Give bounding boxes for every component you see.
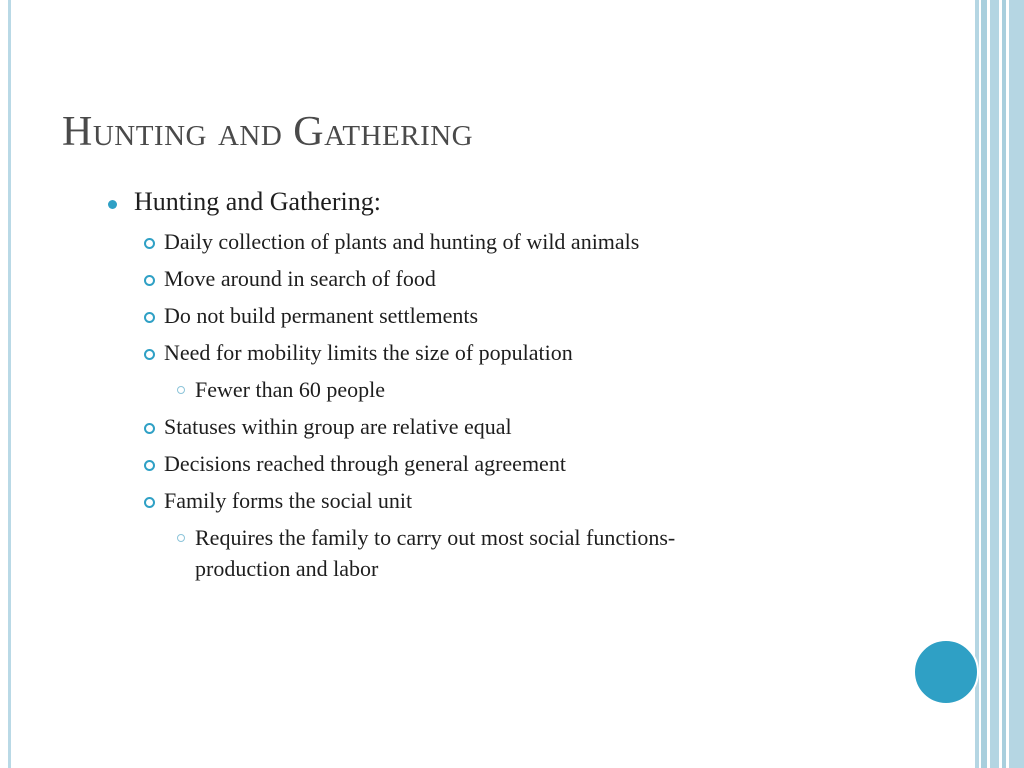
bullet-item: Hunting and Gathering: bbox=[134, 187, 381, 216]
slide-title: Hunting and Gathering bbox=[62, 109, 474, 155]
right-stripe bbox=[981, 0, 987, 768]
right-stripe bbox=[1002, 0, 1006, 768]
bullet-item: Family forms the social unit bbox=[164, 488, 413, 513]
bullet-marker-icon bbox=[144, 238, 155, 249]
bullet-marker-icon bbox=[144, 423, 155, 434]
right-stripe bbox=[990, 0, 999, 768]
bullet-marker-icon bbox=[144, 460, 155, 471]
sub-bullet-marker-icon bbox=[177, 386, 185, 394]
decorative-circle bbox=[913, 639, 979, 705]
bullet-marker-icon bbox=[144, 312, 155, 323]
left-frame-line bbox=[8, 0, 11, 768]
sub-bullet-marker-icon bbox=[177, 534, 185, 542]
bullet-item: Do not build permanent settlements bbox=[164, 303, 479, 328]
bullet-item: Statuses within group are relative equal bbox=[164, 414, 512, 439]
bullet-item: Need for mobility limits the size of population bbox=[164, 340, 573, 365]
bullet-item: Move around in search of food bbox=[164, 266, 436, 291]
bullet-item: Decisions reached through general agreement bbox=[164, 451, 566, 476]
bullet-item: Requires the family to carry out most social functions- bbox=[195, 525, 676, 550]
bullet-item-continuation: production and labor bbox=[195, 556, 379, 581]
bullet-item: Fewer than 60 people bbox=[195, 377, 385, 402]
bullet-marker-icon bbox=[144, 349, 155, 360]
bullet-marker-icon bbox=[144, 497, 155, 508]
bullet-marker-icon bbox=[144, 275, 155, 286]
bullet-item: Daily collection of plants and hunting of wild animals bbox=[164, 229, 640, 254]
bullet-marker-icon bbox=[108, 200, 117, 209]
right-stripe bbox=[975, 0, 979, 768]
right-stripe bbox=[1009, 0, 1024, 768]
